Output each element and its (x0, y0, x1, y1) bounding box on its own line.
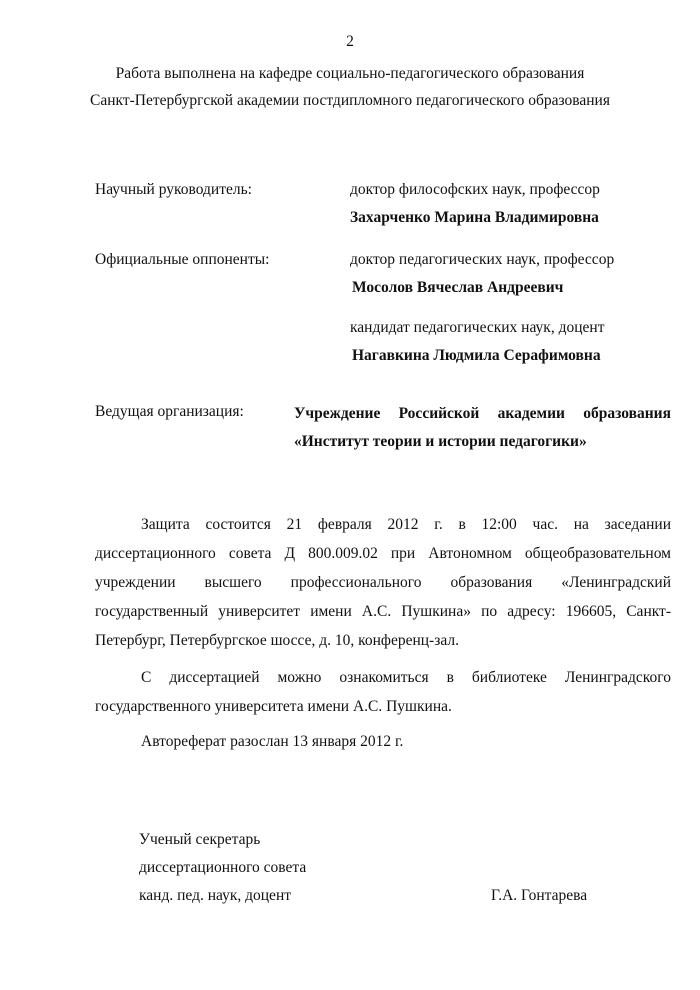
opponent-1-name: Мосолов Вячеслав Андреевич (352, 279, 564, 296)
opponent-2-name: Нагавкина Людмила Серафимовна (352, 347, 601, 364)
supervisor-title: доктор философских наук, профессор (350, 181, 600, 198)
header-line-1: Работа выполнена на кафедре социально-педагогического образования (115, 65, 585, 82)
secretary-line-3: канд. пед. наук, доцент (139, 887, 292, 904)
page-number: 2 (346, 33, 354, 50)
supervisor-label: Научный руководитель: (95, 181, 252, 198)
library-paragraph (95, 663, 671, 721)
opponent-2-title: кандидат педагогических наук, доцент (350, 319, 605, 336)
supervisor-name: Захарченко Марина Владимировна (350, 209, 599, 226)
defense-text: Защита состоится 21 февраля 2012 г. в 12:00 час. на заседании диссертационного совета Д 800.009.02 при Автономном общеобразовательном учреждении высшего профессионального образования «Ленинградский государственный университет имени А.С. Пушкина» по адресу: 196605, Санкт-Петербург, Петербургское шоссе, д. 10, конференц-зал. (95, 516, 671, 649)
opponent-1-title: доктор педагогических наук, профессор (350, 251, 615, 268)
lead-org-block (294, 400, 671, 456)
secretary-line-2: диссертационного совета (139, 859, 307, 876)
secretary-name: Г.А. Гонтарева (491, 887, 588, 904)
lead-org-label: Ведущая организация: (95, 403, 244, 420)
sent-date: Автореферат разослан 13 января 2012 г. (141, 733, 404, 750)
library-text: С диссертацией можно ознакомиться в библиотеке Ленинградского государственного университета имени А.С. Пушкина. (95, 669, 671, 715)
lead-org-line-1: Учреждение Российской академии образования (294, 405, 671, 422)
secretary-line-1: Ученый секретарь (139, 831, 261, 848)
lead-org-line-2: «Институт теории и истории педагогики» (294, 433, 587, 450)
defense-paragraph (95, 510, 671, 655)
opponents-label: Официальные оппоненты: (95, 251, 270, 268)
header-line-2: Санкт-Петербургской академии постдипломного педагогического образования (90, 92, 610, 109)
